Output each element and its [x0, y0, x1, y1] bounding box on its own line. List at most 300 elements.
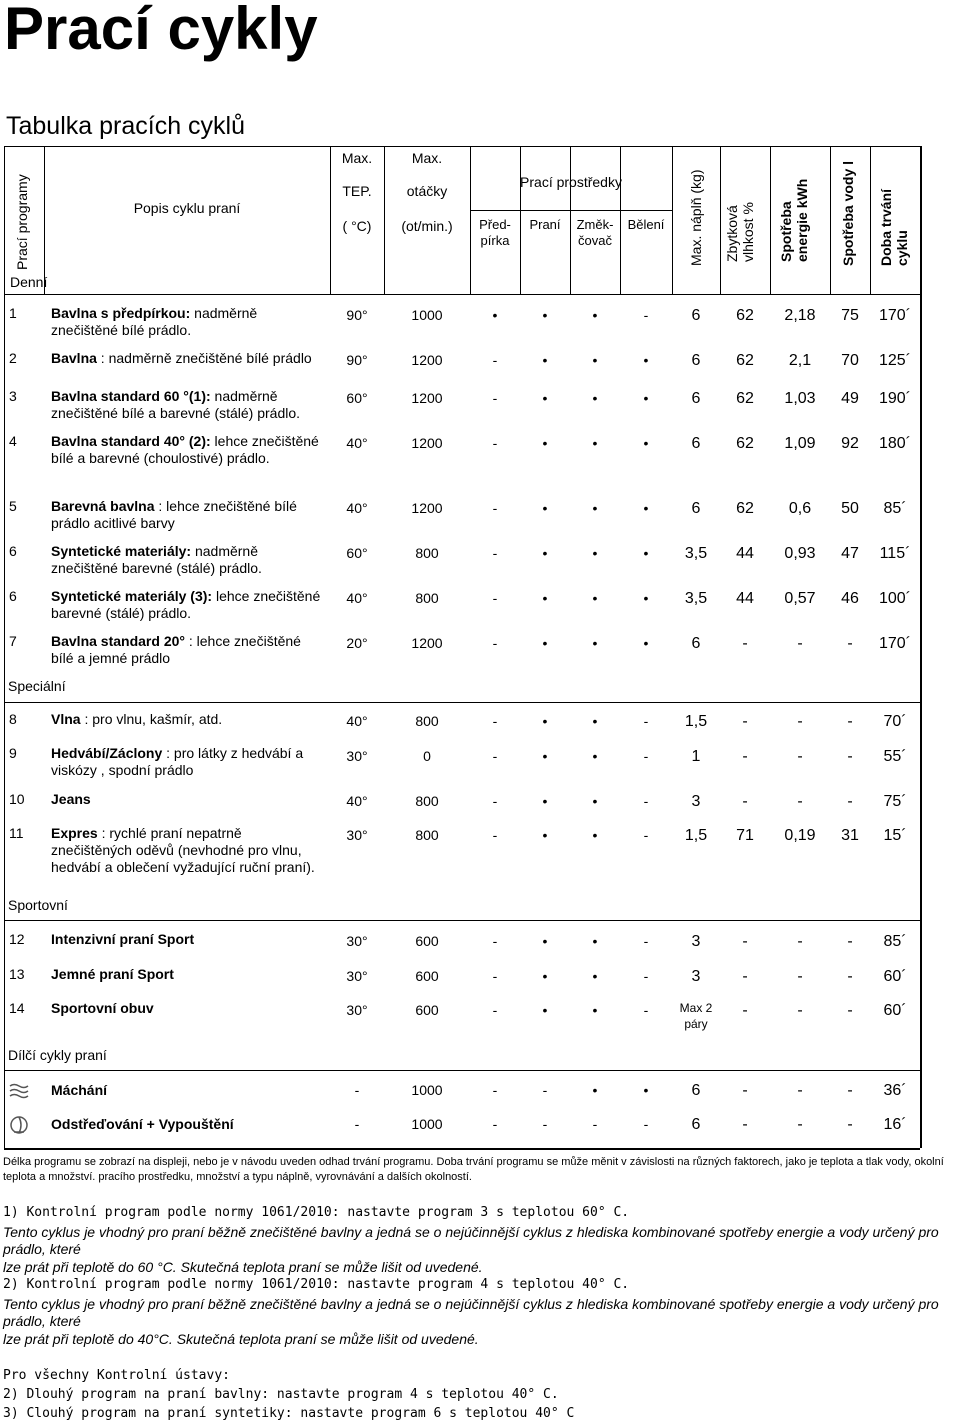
program-detail: nadměrně znečištěné bílé prádlo. — [51, 305, 258, 338]
cell-time: 55´ — [883, 748, 907, 765]
cell-water: - — [847, 793, 853, 810]
cell-time: 70´ — [883, 713, 907, 730]
cell-bleach: • — [643, 352, 649, 368]
cell-time: 125´ — [878, 352, 912, 369]
cell-pre: - — [492, 390, 498, 406]
row-number: 3 — [9, 388, 17, 404]
cell-wash: • — [542, 968, 548, 984]
all-institutes-3: 3) Clouhý program na praní syntetiky: nastavte program 6 s teplotou 40° C — [3, 1406, 575, 1421]
cell-spin: 800 — [415, 713, 439, 729]
cell-energy: - — [797, 968, 803, 985]
table-bottom-border — [4, 1148, 920, 1150]
header-prewash-1: Před- — [479, 217, 511, 232]
section-divider — [4, 702, 920, 703]
page-title: Prací cykly — [4, 0, 318, 62]
cell-temp: 60° — [346, 390, 368, 406]
cell-energy: - — [797, 1002, 803, 1019]
program-detail: nadměrně znečištěné barevné (stálé) prádlo. — [51, 543, 262, 576]
cell-pre: - — [492, 748, 498, 764]
cell-spin: 1000 — [411, 307, 443, 323]
row-number: 5 — [9, 498, 17, 514]
program-detail: lehce znečištěné bílé a barevné (choulostivé) prádlo. — [51, 433, 319, 466]
cell-soft: • — [592, 590, 598, 606]
header-bottom-border — [4, 294, 920, 295]
cell-moist: - — [742, 748, 748, 765]
program-detail: : lehce znečištěné bílé prádlo acitlivé barvy — [51, 498, 297, 531]
program-detail: : pro vlnu, kašmír, atd. — [80, 711, 223, 727]
cell-water: 92 — [841, 435, 859, 452]
cell-wash: • — [542, 635, 548, 651]
header-energy-2: energie kWh — [794, 178, 810, 262]
cell-water: - — [847, 748, 853, 765]
program-name: Bavlna standard 60 °(1): — [51, 388, 211, 404]
cell-soft: • — [592, 635, 598, 651]
cell-temp: 60° — [346, 545, 368, 561]
cell-temp: 30° — [346, 827, 368, 843]
program-detail: : nadměrně znečištěné bílé prádlo — [96, 350, 312, 366]
program-name: Syntetické materiály (3): — [51, 588, 213, 604]
header-energy-1: Spotřeba — [778, 201, 794, 262]
cell-soft: • — [592, 1002, 598, 1018]
cell-time: 170´ — [878, 307, 912, 324]
cell-pre: - — [492, 1082, 498, 1098]
cell-wash: - — [542, 1116, 548, 1132]
row-number: 8 — [9, 711, 17, 727]
cell-bleach: • — [643, 635, 649, 651]
cell-load: 6 — [691, 500, 701, 517]
row-number: 2 — [9, 350, 17, 366]
cell-time: 75´ — [883, 793, 907, 810]
cell-pre: • — [492, 307, 498, 323]
cell-soft: • — [592, 827, 598, 843]
cell-load: 6 — [691, 390, 701, 407]
cell-soft: • — [592, 500, 598, 516]
detergent-sub-border — [470, 210, 672, 211]
cell-water: - — [847, 635, 853, 652]
header-col-border — [770, 146, 771, 294]
cell-wash: • — [542, 590, 548, 606]
cell-bleach: - — [643, 827, 649, 843]
cell-temp: - — [354, 1082, 360, 1098]
cell-soft: - — [592, 1116, 598, 1132]
header-col-border — [830, 146, 831, 294]
cell-temp: 40° — [346, 435, 368, 451]
cell-moist: 62 — [736, 500, 754, 517]
cell-temp: 30° — [346, 1002, 368, 1018]
cell-wash: • — [542, 827, 548, 843]
cell-water: 50 — [841, 500, 859, 517]
cell-bleach: - — [643, 713, 649, 729]
cell-moist: - — [742, 635, 748, 652]
header-col-border — [672, 146, 673, 294]
row-description — [51, 966, 326, 983]
cell-bleach: - — [643, 748, 649, 764]
row-number: 6 — [9, 543, 17, 559]
cell-pre: - — [492, 933, 498, 949]
row-number: 14 — [9, 1000, 25, 1016]
spin-drain-icon — [8, 1114, 30, 1136]
section-partial: Dílčí cykly praní — [8, 1047, 107, 1063]
header-col-border — [870, 146, 871, 294]
cell-moist: - — [742, 793, 748, 810]
cell-wash: • — [542, 933, 548, 949]
cell-pre: - — [492, 968, 498, 984]
header-bleach: Bělení — [627, 217, 665, 232]
cell-time: 15´ — [883, 827, 907, 844]
cell-spin: 1200 — [411, 390, 443, 406]
cell-wash: • — [542, 352, 548, 368]
cell-energy: 2,1 — [788, 352, 812, 369]
cell-wash: • — [542, 713, 548, 729]
cell-moist: 62 — [736, 435, 754, 452]
cell-moist: - — [742, 1116, 748, 1133]
cell-time: 115´ — [879, 545, 911, 562]
row-description — [51, 498, 326, 532]
cell-time: 190´ — [878, 390, 912, 407]
cell-load: 3 — [691, 933, 701, 950]
cell-spin: 1000 — [411, 1116, 443, 1132]
cell-water: - — [847, 968, 853, 985]
note-2-text: Tento cyklus je vhodný pro praní běžně znečištěné bavlny a jedná se o nejúčinnější cyklus z hlediska kombinované spotřeby energie a vody určený pro prádlo, které — [3, 1296, 939, 1329]
header-spin-1: Max. — [411, 150, 443, 166]
program-name: Bavlna standard 40° (2): — [51, 433, 211, 449]
program-name: Sportovní obuv — [51, 1000, 154, 1016]
header-programs: Prací programy — [14, 174, 30, 270]
cell-energy: - — [797, 713, 803, 730]
table-right-border — [920, 146, 922, 1148]
cell-water: - — [847, 1002, 853, 1019]
table-left-border — [4, 146, 5, 1148]
footnote: Délka programu se zobrazí na displeji, nebo je v návodu uveden odhad trvání programu. Doba trvání programu se může měnit v závislosti na různých faktorech, jako je teplota a tlak vody, okolní teplota a množství. pracího prostředku, množství a typu náplně, vyrovnávání a dalších okolností. — [3, 1156, 944, 1183]
cell-soft: • — [592, 352, 598, 368]
cell-water: - — [847, 1082, 853, 1099]
cell-spin: 600 — [415, 968, 439, 984]
cell-water: - — [847, 713, 853, 730]
cell-bleach: • — [643, 500, 649, 516]
row-number: 9 — [9, 745, 17, 761]
header-softener-2: čovač — [578, 233, 612, 248]
header-softener-1: Změk- — [576, 217, 614, 232]
cell-moist: - — [742, 1002, 748, 1019]
cell-energy: - — [797, 635, 803, 652]
cell-wash: • — [542, 500, 548, 516]
cell-temp: 40° — [346, 590, 368, 606]
program-detail: : rychlé praní nepatrně znečištěných oděvů (nevhodné pro vlnu, hedvábí a oblečení vyžadující ruční praní). — [51, 825, 315, 875]
cell-pre: - — [492, 545, 498, 561]
cell-energy: - — [797, 1116, 803, 1133]
row-number: 1 — [9, 305, 17, 321]
cell-time: 85´ — [883, 500, 907, 517]
cell-bleach: - — [643, 793, 649, 809]
header-temp-1: Max. — [341, 150, 373, 166]
program-name: Syntetické materiály: — [51, 543, 192, 559]
cell-pre: - — [492, 435, 498, 451]
table-subtitle: Tabulka pracích cyklů — [6, 112, 246, 140]
cell-load: 1,5 — [684, 713, 708, 730]
cell-energy: 0,57 — [784, 590, 816, 607]
cell-bleach: • — [643, 545, 649, 561]
cell-spin: 600 — [415, 1002, 439, 1018]
cell-load: 6 — [691, 1082, 701, 1099]
cell-moist: 62 — [736, 352, 754, 369]
row-description — [51, 1000, 326, 1017]
cell-soft: • — [592, 307, 598, 323]
cell-water: 75 — [841, 307, 859, 324]
cell-moist: 62 — [736, 390, 754, 407]
cell-soft: • — [592, 933, 598, 949]
program-name: Jeans — [51, 791, 91, 807]
cell-bleach: • — [643, 590, 649, 606]
cell-soft: • — [592, 1082, 598, 1098]
note-2-text-2: lze prát při teplotě do 40°C. Skutečná teplota praní se může lišit od uvedené. — [3, 1331, 479, 1347]
row-description — [51, 825, 326, 876]
row-number: 13 — [9, 966, 25, 982]
cell-water: 46 — [841, 590, 859, 607]
header-prewash-2: pírka — [480, 233, 510, 248]
header-moisture-1: Zbytková — [724, 205, 740, 262]
cell-bleach: - — [643, 1116, 649, 1132]
cell-temp: 30° — [346, 748, 368, 764]
cell-bleach: - — [643, 968, 649, 984]
cell-moist: - — [742, 933, 748, 950]
cell-moist: 44 — [736, 590, 754, 607]
cell-water: 31 — [841, 827, 859, 844]
cell-temp: 20° — [346, 635, 368, 651]
cell-energy: 0,6 — [788, 500, 812, 517]
cell-time: 60´ — [883, 1002, 907, 1019]
header-duration-1: Doba trvání — [878, 188, 894, 266]
section-divider — [4, 920, 920, 921]
cell-soft: • — [592, 390, 598, 406]
all-institutes-2: 2) Dlouhý program na praní bavlny: nastavte program 4 s teplotou 40° C. — [3, 1387, 559, 1402]
cell-spin: 600 — [415, 933, 439, 949]
cell-soft: • — [592, 968, 598, 984]
cell-soft: • — [592, 793, 598, 809]
program-name: Hedvábí/Záclony — [51, 745, 163, 761]
program-name: Máchání — [51, 1082, 108, 1098]
cell-time: 170´ — [878, 635, 912, 652]
row-description — [51, 745, 326, 779]
cell-pre: - — [492, 713, 498, 729]
cell-pre: - — [492, 352, 498, 368]
cell-pre: - — [492, 1116, 498, 1132]
header-water: Spotřeba vody l — [840, 160, 856, 266]
row-number: 11 — [9, 825, 24, 841]
cell-bleach: • — [643, 390, 649, 406]
cell-time: 85´ — [883, 933, 907, 950]
cell-load: 6 — [691, 435, 701, 452]
header-detergents: Prací prostředky — [520, 174, 622, 190]
cell-moist: - — [742, 1082, 748, 1099]
header-col-border — [44, 146, 45, 294]
cell-water: - — [847, 933, 853, 950]
cell-wash: • — [542, 435, 548, 451]
program-name: Bavlna — [51, 350, 97, 366]
cell-energy: 2,18 — [784, 307, 816, 324]
cell-wash: - — [542, 1082, 548, 1098]
cell-wash: • — [542, 390, 548, 406]
cell-load: 1,5 — [684, 827, 708, 844]
cell-time: 100´ — [878, 590, 912, 607]
cell-temp: 30° — [346, 933, 368, 949]
cell-energy: - — [797, 933, 803, 950]
rinse-icon — [8, 1080, 30, 1102]
header-max-load: Max. náplň (kg) — [688, 169, 704, 266]
program-name: Odstřeďování + Vypouštění — [51, 1116, 234, 1132]
cell-pre: - — [492, 793, 498, 809]
cell-pre: - — [492, 1002, 498, 1018]
cell-energy: - — [797, 793, 803, 810]
header-temp-3: ( °C) — [342, 218, 372, 234]
row-number: 12 — [9, 931, 25, 947]
program-name: Vlna — [51, 711, 81, 727]
cell-spin: 800 — [415, 827, 439, 843]
row-description — [51, 433, 326, 467]
cell-time: 60´ — [883, 968, 907, 985]
cell-bleach: • — [643, 1082, 649, 1098]
row-number: 10 — [9, 791, 25, 807]
header-daily: Denní — [10, 274, 48, 290]
program-name: Bavlna standard 20° — [51, 633, 185, 649]
cell-load: 6 — [691, 352, 701, 369]
header-temp-2: TEP. — [342, 183, 372, 199]
cell-pre: - — [492, 635, 498, 651]
program-detail: lehce znečištěné barevné (stálé) prádlo. — [51, 588, 321, 621]
cell-temp: 40° — [346, 500, 368, 516]
cell-moist: - — [742, 713, 748, 730]
table-top-border — [4, 146, 920, 147]
cell-wash: • — [542, 545, 548, 561]
cell-bleach: - — [643, 1002, 649, 1018]
cell-time: 180´ — [878, 435, 912, 452]
cell-bleach: - — [643, 307, 649, 323]
header-spin-2: otáčky — [406, 183, 448, 199]
cell-load: 1 — [691, 748, 701, 765]
cell-energy: - — [797, 748, 803, 765]
all-institutes-heading: Pro všechny Kontrolní ústavy: — [3, 1368, 230, 1383]
section-special: Speciální — [8, 678, 66, 694]
cell-temp: 90° — [346, 307, 368, 323]
header-col-border — [720, 146, 721, 294]
section-divider — [4, 1070, 920, 1071]
cell-temp: 90° — [346, 352, 368, 368]
cell-energy: 0,19 — [784, 827, 816, 844]
row-number: 4 — [9, 433, 17, 449]
cell-moist: 62 — [736, 307, 754, 324]
cell-soft: • — [592, 435, 598, 451]
cell-spin: 1200 — [411, 352, 443, 368]
cell-spin: 1000 — [411, 1082, 443, 1098]
note-2-heading: 2) Kontrolní program podle normy 1061/2010: nastavte program 4 s teplotou 40° C. — [3, 1277, 630, 1292]
cell-spin: 0 — [423, 748, 431, 764]
cell-spin: 800 — [415, 545, 439, 561]
section-sport: Sportovní — [8, 897, 68, 913]
note-1-text-2: lze prát při teplotě do 60 °C. Skutečná teplota praní se může lišit od uvedené. — [3, 1259, 483, 1275]
program-name: Intenzivní praní Sport — [51, 931, 195, 947]
cell-energy: - — [797, 1082, 803, 1099]
cell-soft: • — [592, 748, 598, 764]
cell-soft: • — [592, 713, 598, 729]
cell-wash: • — [542, 1002, 548, 1018]
cell-load: 6 — [691, 635, 701, 652]
row-description — [51, 350, 326, 367]
cell-load: 3 — [691, 968, 701, 985]
row-description — [51, 543, 326, 577]
cell-pre: - — [492, 590, 498, 606]
row-description — [51, 931, 326, 948]
program-name: Jemné praní Sport — [51, 966, 174, 982]
program-name: Bavlna s předpírkou: — [51, 305, 191, 321]
cell-wash: • — [542, 748, 548, 764]
cell-pre: - — [492, 827, 498, 843]
row-description — [51, 588, 326, 622]
cell-water: 47 — [841, 545, 859, 562]
row-description — [51, 388, 326, 422]
cell-energy: 1,03 — [784, 390, 816, 407]
cell-bleach: • — [643, 435, 649, 451]
cell-load: 6 — [691, 1116, 701, 1133]
cell-energy: 1,09 — [784, 435, 816, 452]
cell-energy: 0,93 — [784, 545, 816, 562]
cell-pre: - — [492, 500, 498, 516]
cell-wash: • — [542, 793, 548, 809]
row-number: 6 — [9, 588, 17, 604]
cell-temp: 30° — [346, 968, 368, 984]
program-detail: nadměrně znečištěné bílé a barevné (stálé) prádlo. — [51, 388, 301, 421]
cell-temp: 40° — [346, 793, 368, 809]
cell-spin: 1200 — [411, 635, 443, 651]
note-1-heading: 1) Kontrolní program podle normy 1061/2010: nastavte program 3 s teplotou 60° C. — [3, 1205, 630, 1220]
cell-soft: • — [592, 545, 598, 561]
note-1-text: Tento cyklus je vhodný pro praní běžně znečištěné bavlny a jedná se o nejúčinnější cyklus z hlediska kombinované spotřeby energie a vody určený pro prádlo, které — [3, 1224, 939, 1257]
cell-spin: 800 — [415, 793, 439, 809]
cell-spin: 1200 — [411, 435, 443, 451]
cell-water: 70 — [841, 352, 859, 369]
cell-load: 3 — [691, 793, 701, 810]
cell-time: 16´ — [883, 1116, 907, 1133]
program-name: Expres — [51, 825, 98, 841]
program-name: Barevná bavlna — [51, 498, 155, 514]
cell-wash: • — [542, 307, 548, 323]
cell-moist: 71 — [736, 827, 754, 844]
cell-water: 49 — [841, 390, 859, 407]
row-description — [51, 305, 326, 339]
header-spin-3: (ot/min.) — [401, 218, 453, 234]
cell-spin: 800 — [415, 590, 439, 606]
program-detail: : pro látky z hedvábí a viskózy , spodní prádlo — [51, 745, 304, 778]
cell-temp: 40° — [346, 713, 368, 729]
header-duration-2: cyklu — [894, 230, 910, 266]
cell-time: 36´ — [883, 1082, 907, 1099]
header-wash: Praní — [529, 217, 561, 232]
cell-moist: 44 — [736, 545, 754, 562]
cell-spin: 1200 — [411, 500, 443, 516]
header-moisture-2: vlhkost % — [740, 202, 756, 262]
program-detail: : lehce znečištěné bílé a jemné prádlo — [51, 633, 301, 666]
row-description — [51, 791, 326, 808]
cell-bleach: - — [643, 933, 649, 949]
row-description — [51, 633, 326, 667]
cell-temp: - — [354, 1116, 360, 1132]
row-description — [51, 711, 326, 728]
cell-water: - — [847, 1116, 853, 1133]
cell-load: 3,5 — [684, 590, 708, 607]
cell-moist: - — [742, 968, 748, 985]
cell-load: 3,5 — [684, 545, 708, 562]
row-number: 7 — [9, 633, 17, 649]
cell-load: Max 2 páry — [679, 1001, 713, 1031]
cell-load: 6 — [691, 307, 701, 324]
